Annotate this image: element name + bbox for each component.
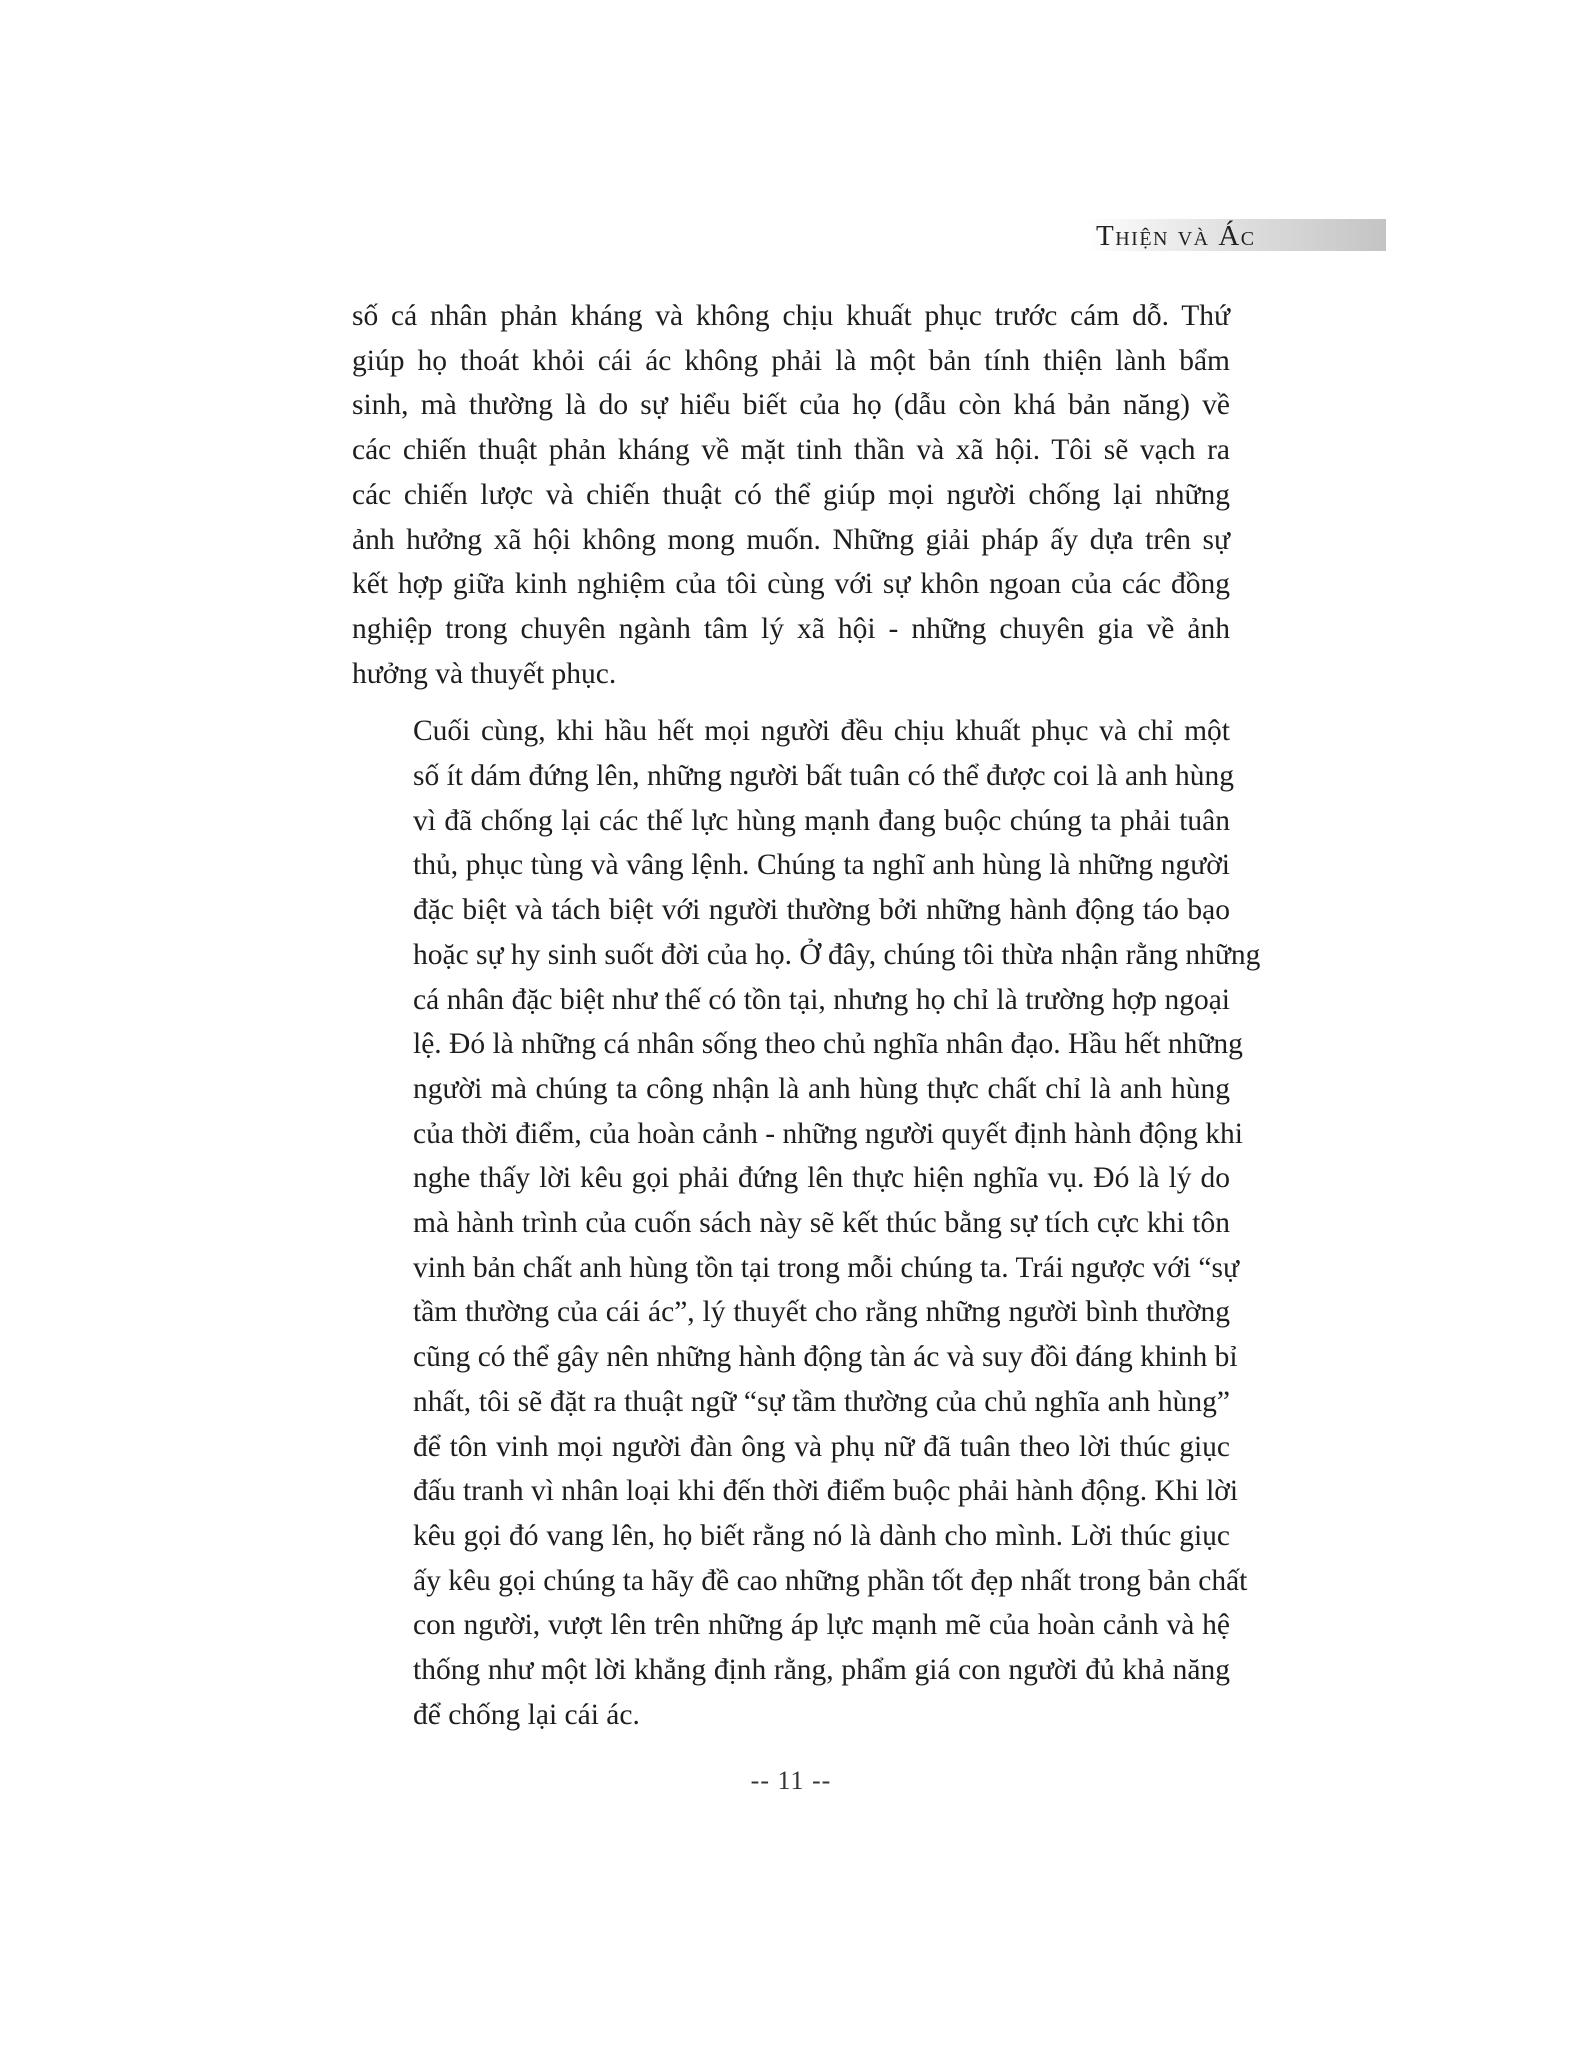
text-line: các chiến thuật phản kháng về mặt tinh thần và xã hội. Tôi sẽ vạch ra	[352, 434, 1230, 467]
text-line: các chiến lược và chiến thuật có thể giúp mọi người chống lại những	[352, 478, 1230, 511]
text-line: để tôn vinh mọi người đàn ông và phụ nữ đã tuân theo lời thúc giục	[413, 1430, 1230, 1463]
text-line: ảnh hưởng xã hội không mong muốn. Những giải pháp ấy dựa trên sự	[352, 523, 1230, 556]
text-line: hưởng và thuyết phục.	[352, 657, 617, 690]
text-line: cũng có thể gây nên những hành động tàn ác và suy đồi đáng khinh bỉ	[413, 1341, 1238, 1374]
text-line: số cá nhân phản kháng và không chịu khuất phục trước cám dỗ. Thứ	[352, 300, 1230, 332]
running-header-bar	[1088, 219, 1386, 251]
text-line: số ít dám đứng lên, những người bất tuân có thể được coi là anh hùng	[413, 760, 1235, 793]
body-paragraph-2	[352, 709, 1261, 1737]
text-line: của thời điểm, của hoàn cảnh - những người quyết định hành động khi	[413, 1117, 1244, 1150]
page-body	[352, 294, 1261, 1738]
text-line: sinh, mà thường là do sự hiểu biết của họ (dẫu còn khá bản năng) về	[352, 389, 1230, 422]
text-line: để chống lại cái ác.	[413, 1698, 640, 1731]
text-line: đặc biệt và tách biệt với người thường bởi những hành động táo bạo	[413, 894, 1230, 927]
text-line: nghiệp trong chuyên ngành tâm lý xã hội - những chuyên gia về ảnh	[352, 612, 1230, 645]
running-header-title: Thiện và Ác	[1096, 220, 1256, 252]
text-line: thống như một lời khẳng định rằng, phẩm giá con người đủ khả năng	[413, 1654, 1230, 1687]
text-line: thủ, phục tùng và vâng lệnh. Chúng ta nghĩ anh hùng là những người	[413, 849, 1230, 882]
page-number: -- 11 --	[750, 1766, 832, 1795]
text-line: Cuối cùng, khi hầu hết mọi người đều chịu khuất phục và chỉ một	[413, 715, 1230, 748]
text-line: mà hành trình của cuốn sách này sẽ kết thúc bằng sự tích cực khi tôn	[413, 1207, 1230, 1240]
text-line: nghe thấy lời kêu gọi phải đứng lên thực hiện nghĩa vụ. Đó là lý do	[413, 1162, 1230, 1195]
text-line: hoặc sự hy sinh suốt đời của họ. Ở đây, chúng tôi thừa nhận rằng những	[413, 938, 1261, 971]
body-paragraph-1	[352, 294, 1230, 696]
text-line: ấy kêu gọi chúng ta hãy đề cao những phần tốt đẹp nhất trong bản chất	[413, 1564, 1248, 1597]
text-line: người mà chúng ta công nhận là anh hùng thực chất chỉ là anh hùng	[413, 1072, 1230, 1105]
text-line: kêu gọi đó vang lên, họ biết rằng nó là dành cho mình. Lời thúc giục	[413, 1519, 1230, 1552]
text-line: kết hợp giữa kinh nghiệm của tôi cùng với sự khôn ngoan của các đồng	[352, 568, 1230, 601]
text-line: lệ. Đó là những cá nhân sống theo chủ nghĩa nhân đạo. Hầu hết những	[413, 1028, 1243, 1061]
text-line: vì đã chống lại các thế lực hùng mạnh đang buộc chúng ta phải tuân	[413, 804, 1230, 837]
text-line: giúp họ thoát khỏi cái ác không phải là một bản tính thiện lành bẩm	[352, 344, 1230, 377]
text-line: đấu tranh vì nhân loại khi đến thời điểm buộc phải hành động. Khi lời	[413, 1475, 1239, 1508]
text-line: con người, vượt lên trên những áp lực mạnh mẽ của hoàn cảnh và hệ	[413, 1609, 1230, 1642]
text-line: vinh bản chất anh hùng tồn tại trong mỗi chúng ta. Trái ngược với “sự	[413, 1251, 1239, 1284]
text-line: cá nhân đặc biệt như thế có tồn tại, nhưng họ chỉ là trường hợp ngoại	[413, 983, 1230, 1016]
text-line: nhất, tôi sẽ đặt ra thuật ngữ “sự tầm thường của chủ nghĩa anh hùng”	[413, 1385, 1230, 1418]
text-line: tầm thường của cái ác”, lý thuyết cho rằng những người bình thường	[413, 1296, 1230, 1329]
